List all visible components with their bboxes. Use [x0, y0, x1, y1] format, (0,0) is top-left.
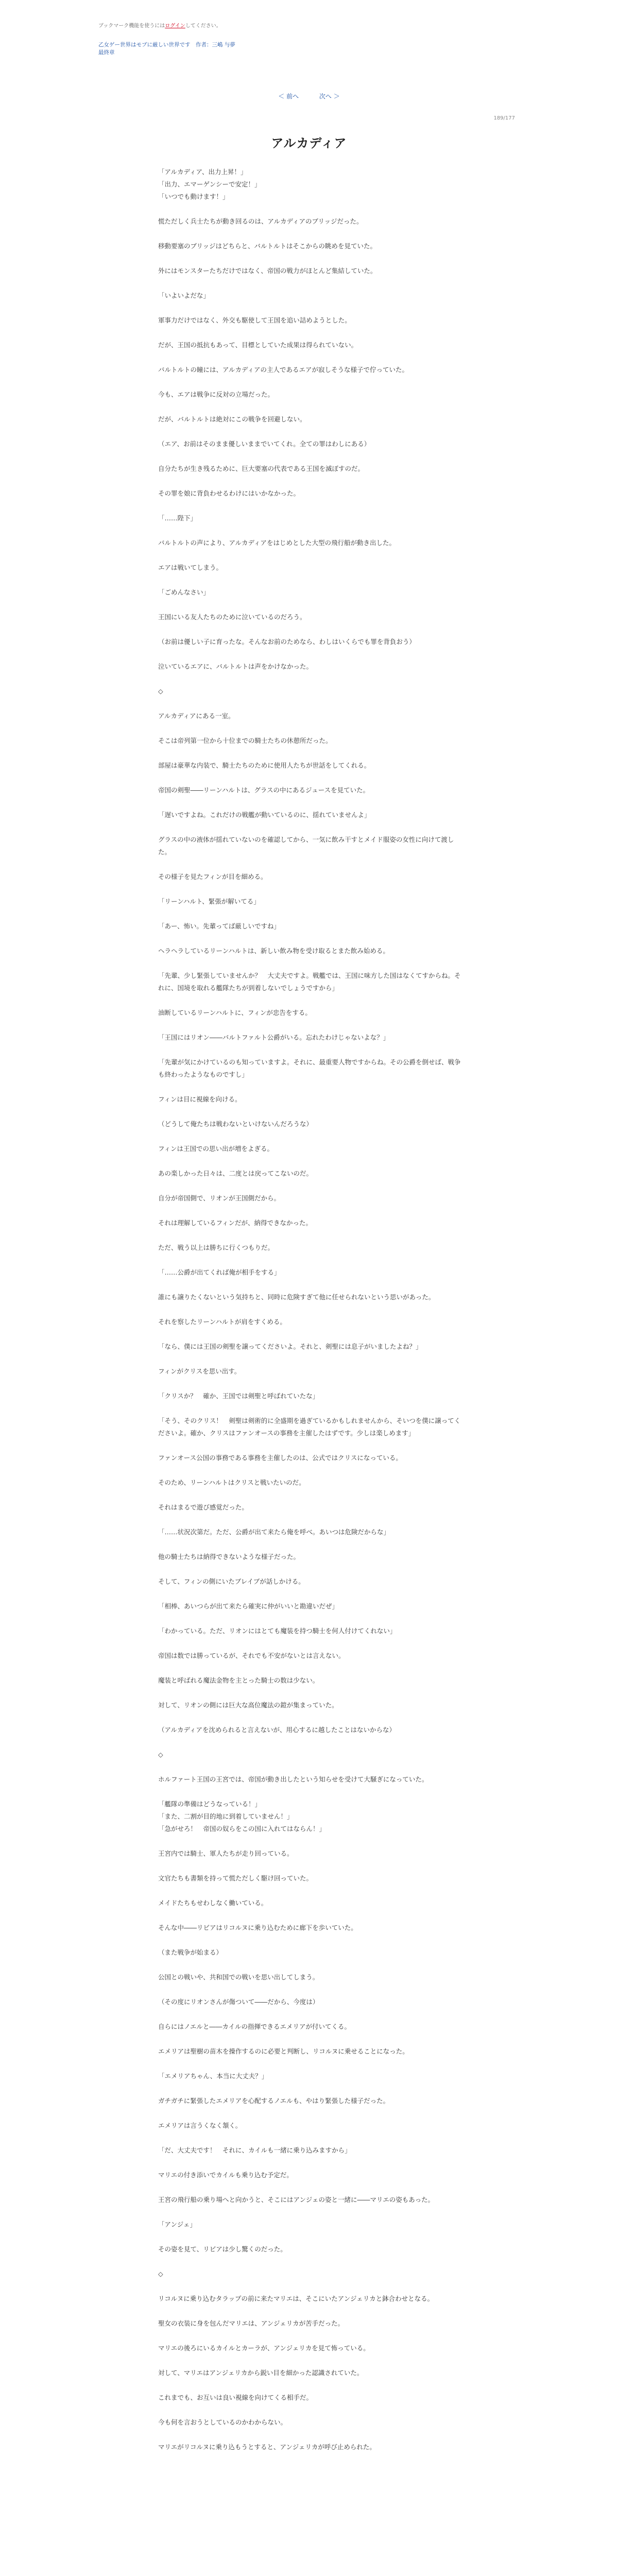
body-paragraph — [158, 2206, 465, 2218]
body-paragraph: 公国との戦いや、共和国での戦いを思い出してしまう。 — [158, 1973, 319, 1981]
body-paragraph — [158, 1279, 465, 1291]
body-paragraph — [158, 1514, 465, 1526]
body-paragraph — [158, 2305, 465, 2317]
body-paragraph — [158, 1538, 465, 1551]
body-paragraph: 今も何を言おうとしているのかわからない。 — [158, 2418, 287, 2426]
body-paragraph — [158, 1353, 465, 1365]
body-paragraph: （エア、お前はそのまま優しいままでいてくれ。全ての罪はわしにある） — [158, 440, 371, 448]
episode-link[interactable]: 最終章 — [98, 49, 115, 56]
body-paragraph: 「アンジェ」 — [158, 2221, 196, 2228]
body-paragraph: ホルファート王国の王宮では、帝国が動き出したという知らせを受けて大騒ぎになっていた。 — [158, 1775, 428, 1783]
body-paragraph: あの楽しかった日々は、二度とは戻ってこないのだ。 — [158, 1170, 313, 1177]
body-paragraph: ◇ — [158, 1751, 163, 1758]
body-paragraph — [158, 821, 465, 834]
body-paragraph: 「ごめんなさい」 — [158, 588, 210, 596]
body-paragraph — [158, 549, 465, 562]
body-paragraph — [158, 957, 465, 970]
body-paragraph — [158, 450, 465, 463]
body-paragraph — [158, 1155, 465, 1167]
body-paragraph — [158, 1662, 465, 1674]
body-paragraph: 「いよいよだな」 — [158, 292, 210, 299]
body-paragraph: 王宮内では騎士、軍人たちが走り回っている。 — [158, 1850, 294, 1857]
body-paragraph — [158, 1019, 465, 1031]
body-paragraph — [158, 2231, 465, 2243]
body-paragraph — [158, 1439, 465, 1452]
body-paragraph: 「艦隊の準備はどうなっている！」 — [158, 1800, 262, 1808]
body-paragraph: 王宮の飛行船の乗り場へと向かうと、そこにはアンジェの姿と一緒に――マリエの姿もあった。 — [158, 2196, 435, 2204]
body-paragraph: 軍事力だけではなく、外交も駆使して王国を追い詰めようとした。 — [158, 316, 351, 324]
body-paragraph — [158, 994, 465, 1007]
body-paragraph — [158, 1106, 465, 1118]
body-paragraph — [158, 747, 465, 759]
body-paragraph — [158, 2058, 465, 2070]
body-paragraph: それは理解しているフィンだが、納得できなかった。 — [158, 1219, 313, 1227]
body-paragraph: 「……状況次第だ。ただ、公爵が出て来たら俺を呼べ。あいつは危険だからな」 — [158, 1528, 390, 1536]
body-paragraph: ヘラヘラしているリーンハルトは、新しい飲み物を受け取るとまた飲み始める。 — [158, 947, 389, 955]
chapter-title: アルカディア — [271, 136, 347, 150]
body-paragraph: エアは戦いてしまう。 — [158, 564, 223, 571]
body-paragraph — [158, 228, 465, 240]
body-paragraph — [158, 2181, 465, 2194]
body-paragraph — [158, 1934, 465, 1946]
page-header — [98, 23, 521, 57]
body-paragraph — [158, 376, 465, 388]
body-paragraph — [158, 908, 465, 920]
body-paragraph: 自分たちが生き残るために、巨大要塞の代表である王国を滅ぼすのだ。 — [158, 465, 365, 472]
body-paragraph — [158, 1786, 465, 1798]
body-paragraph: 「クリスか？ 確か、王国では剣聖と呼ばれていたな」 — [158, 1392, 319, 1400]
body-paragraph: 「いつでも動けます！」 — [158, 193, 229, 200]
episode-line — [98, 49, 521, 57]
body-paragraph: ◇ — [158, 2270, 163, 2278]
body-paragraph — [158, 1229, 465, 1242]
body-paragraph: 魔装と呼ばれる魔法金物を主とった騎士の数は少ない。 — [158, 1676, 319, 1684]
body-paragraph: その姿を見て、リビアは少し驚くのだった。 — [158, 2245, 287, 2253]
body-paragraph — [158, 796, 465, 809]
body-paragraph — [158, 599, 465, 611]
body-paragraph — [158, 1835, 465, 1848]
body-paragraph: 他の騎士たちは納得できないような様子だった。 — [158, 1553, 300, 1561]
body-paragraph: （どうして俺たちは戦わないといけないんだろうな） — [158, 1120, 313, 1128]
body-paragraph: 「急がせろ！ 帝国の奴らをこの国に入れてはならん！」 — [158, 1825, 326, 1833]
body-paragraph — [158, 673, 465, 685]
body-paragraph: 外にはモンスターたちだけではなく、帝国の戦力がほとんど集結していた。 — [158, 267, 377, 275]
episode-counter: 189/177 — [493, 115, 515, 121]
body-paragraph: 「あー、怖い。先輩ってば厳しいですね」 — [158, 922, 281, 930]
series-line — [98, 41, 521, 49]
body-paragraph: 「なら、僕には王国の剣聖を譲ってくださいよ。それと、剣聖には息子がいましたよね？」 — [158, 1343, 422, 1350]
body-paragraph: （また戦争が始まる） — [158, 1948, 223, 1956]
body-paragraph — [158, 2132, 465, 2144]
chapter-body — [158, 166, 465, 2453]
body-paragraph: そんな中――リビアはリコルヌに乗り込むために廊下を歩いていた。 — [158, 1924, 357, 1931]
body-paragraph: ガチガチに緊張したエメリアを心配するノエルも、やはり緊張した様子だった。 — [158, 2097, 390, 2105]
body-paragraph: 誰にも譲りたくないという気持ちと、同時に危険すぎて他に任せられないという思いがあった。 — [158, 1293, 435, 1301]
body-paragraph: 自分が帝国側で、リオンが王国側だから。 — [158, 1194, 281, 1202]
body-paragraph — [158, 648, 465, 660]
body-paragraph: エメリアは聖樹の苗木を操作するのに必要と判断し、リコルヌに乗せることになった。 — [158, 2047, 409, 2055]
body-paragraph — [158, 2330, 465, 2342]
body-paragraph: 「また、二割が目的地に到着していません！」 — [158, 1812, 294, 1820]
body-paragraph — [158, 1254, 465, 1266]
body-paragraph: エメリアは言うくなく頷く。 — [158, 2122, 242, 2129]
body-paragraph: 「先輩が気にかけているのも知っていますよ。それに、最重要人物ですからね。その公爵を倒せば、戦争も終わったようなものですし」 — [158, 1058, 461, 1078]
header-separator — [191, 42, 196, 48]
body-paragraph — [158, 426, 465, 438]
body-paragraph — [158, 351, 465, 364]
body-paragraph — [158, 1885, 465, 1897]
body-paragraph — [158, 1180, 465, 1192]
body-paragraph: 泣いているエアに、バルトルトは声をかけなかった。 — [158, 663, 313, 670]
body-paragraph — [158, 2008, 465, 2021]
body-paragraph — [158, 1761, 465, 1773]
body-paragraph: フィンは王国での思い出が増をよぎる。 — [158, 1145, 274, 1153]
body-paragraph: だが、バルトルトは絶対にこの戦争を回避しない。 — [158, 415, 306, 423]
login-notice-prefix: ブックマーク機能を使うには — [98, 23, 165, 29]
body-paragraph: 聖女の衣装に身を包んだマリエは、アンジェリカが苦手だった。 — [158, 2319, 345, 2327]
body-paragraph: 「そう、そのクリス！ 剣聖は剣術的に全盛期を過ぎているかもしれませんから、そいつを僕に譲ってくださいよ。確か、クリスはファンオースの事務を主催したはずです。少しは楽しめます」 — [158, 1417, 461, 1437]
body-paragraph — [158, 1464, 465, 1477]
body-paragraph: それを察したリーンハルトが肩をすくめる。 — [158, 1318, 286, 1326]
body-paragraph — [158, 1860, 465, 1872]
body-paragraph — [158, 2033, 465, 2045]
body-paragraph — [158, 2429, 465, 2441]
body-paragraph — [158, 2157, 465, 2169]
body-paragraph: 「エメリアちゃん、本当に大丈夫？」 — [158, 2072, 268, 2080]
body-paragraph — [158, 1588, 465, 1600]
series-title-link[interactable]: 乙女ゲー世界はモブに厳しい世界です — [98, 42, 191, 48]
body-paragraph: フィンがクリスを思い出す。 — [158, 1367, 241, 1375]
body-paragraph: 帝国は数では勝っているが、それでも不安がないとは言えない。 — [158, 1652, 345, 1659]
body-paragraph — [158, 203, 465, 215]
body-paragraph — [158, 2379, 465, 2392]
body-paragraph: 「わかっている。ただ、リオンにはとても魔装を持つ騎士を何人付けてくれない」 — [158, 1627, 397, 1635]
body-paragraph: その罪を娘に背負わせるわけにはいかなかった。 — [158, 489, 300, 497]
body-paragraph — [158, 698, 465, 710]
body-paragraph: マリエがリコルヌに乗り込もうとすると、アンジェリカが呼び止められた。 — [158, 2443, 376, 2451]
body-paragraph — [158, 1303, 465, 1316]
body-paragraph: リコルヌに乗り込むタラップの前に来たマリエは、そこにいたアンジェリカと鉢合わせとなる。 — [158, 2295, 434, 2302]
body-paragraph — [158, 1563, 465, 1575]
body-paragraph — [158, 2107, 465, 2120]
body-paragraph: マリエの付き添いでカイルも乗り込む予定だ。 — [158, 2171, 293, 2179]
body-paragraph: 移動要塞のブリッジはどちらと、バルトルトはそこからの眺めを見ていた。 — [158, 242, 377, 250]
body-paragraph — [158, 1130, 465, 1143]
body-paragraph — [158, 1711, 465, 1724]
body-paragraph: 「遅いですよね。これだけの戦艦が動いているのに、揺れていませんよ」 — [158, 811, 371, 819]
body-paragraph: だが、王国の抵抗もあって、目標としていた成果は得られていない。 — [158, 341, 358, 349]
body-paragraph — [158, 883, 465, 895]
body-paragraph: 慌ただしく兵士たちが動き回るのは、アルカディアのブリッジだった。 — [158, 217, 363, 225]
login-notice — [98, 23, 521, 30]
body-paragraph — [158, 1081, 465, 1093]
body-paragraph: （アルカディアを沈められると言えないが、用心するに越したことはないからな） — [158, 1726, 396, 1734]
body-paragraph — [158, 1044, 465, 1056]
body-paragraph — [158, 2404, 465, 2416]
body-paragraph: そして、フィンの側にいたブレイブが話しかける。 — [158, 1578, 305, 1585]
body-paragraph: 今も、エアは戦争に反対の立場だった。 — [158, 391, 274, 398]
body-paragraph: 部屋は豪華な内装で、騎士たちのために使用人たちが世話をしてくれる。 — [158, 761, 371, 769]
prev-link[interactable]: ＜ 前へ — [278, 93, 299, 100]
body-paragraph: フィンは目に視線を向ける。 — [158, 1095, 242, 1103]
body-paragraph — [158, 475, 465, 487]
body-paragraph: 「アルカディア、出力上昇！」 — [158, 168, 247, 176]
body-paragraph — [158, 1489, 465, 1501]
body-paragraph — [158, 1637, 465, 1650]
body-paragraph — [158, 302, 465, 314]
author-link[interactable]: 作者：三嶋 与夢 — [196, 42, 235, 48]
body-paragraph: アルカディアにある一室。 — [158, 712, 235, 720]
body-paragraph: 「リーンハルト、緊張が解いてる」 — [158, 897, 260, 905]
login-link[interactable]: ログイン — [165, 23, 185, 29]
body-paragraph — [158, 2280, 465, 2293]
body-paragraph: 「先輩、少し緊張していませんか？ 大丈夫ですよ。戦艦では、王国に味方した国はなくてすからね。それに、国境を取れる艦隊たちが到着しないでしょうですから」 — [158, 972, 461, 992]
body-paragraph: ファンオース公国の事務である事務を主催したのは、公式ではクリスになっている。 — [158, 1454, 402, 1462]
body-paragraph — [158, 327, 465, 339]
body-paragraph: 自らにはノエルと――カイルの指揮できるエメリアが付いてくる。 — [158, 2023, 351, 2030]
body-paragraph: 対して、マリエはアンジェリカから鋭い目を細かった認識されていた。 — [158, 2369, 364, 2377]
body-paragraph: それはまるで遊び感覚だった。 — [158, 1503, 248, 1511]
body-paragraph: 「相棒、あいつらが出て来たら確実に仲がいいと勘違いだぜ」 — [158, 1602, 339, 1610]
body-paragraph: 「だ、大丈夫です！ それに、カイルも一緒に乗り込みますから」 — [158, 2146, 351, 2154]
body-paragraph: バルトルトの瞳には、アルカディアの主人であるエアが寂しそうな様子で佇っていた。 — [158, 366, 409, 374]
body-paragraph: その様子を見たフィンが目を細める。 — [158, 873, 267, 880]
body-paragraph — [158, 1378, 465, 1390]
body-paragraph: 「王国にはリオン――バルトファルト公爵がいる。忘れたわけじゃないよな？」 — [158, 1033, 390, 1041]
body-paragraph: 「……公爵が出てくれば俺が相手をする」 — [158, 1268, 281, 1276]
body-paragraph — [158, 1959, 465, 1971]
body-paragraph — [158, 623, 465, 636]
body-paragraph — [158, 1984, 465, 1996]
body-paragraph — [158, 858, 465, 871]
body-paragraph — [158, 524, 465, 537]
body-paragraph — [158, 772, 465, 784]
body-paragraph: 文官たちも書類を持って慌ただしく駆け回っていた。 — [158, 1874, 313, 1882]
body-paragraph: 帝国の剣聖――リーンハルトは、グラスの中にあるジュースを見ていた。 — [158, 786, 370, 794]
body-paragraph — [158, 933, 465, 945]
pager — [0, 92, 618, 100]
body-paragraph: そのため、リーンハルトはクリスと戦いたいのだ。 — [158, 1479, 305, 1486]
body-paragraph — [158, 1909, 465, 1922]
body-paragraph: 「出力、エマーゲンシーで安定！」 — [158, 180, 261, 188]
body-paragraph: メイドたちもせわしなく働いている。 — [158, 1899, 268, 1907]
body-paragraph — [158, 1402, 465, 1415]
body-paragraph: グラスの中の液体が揺れていないのを確認してから、一気に飲み干すとメイド服姿の女性に向けて渡した。 — [158, 836, 454, 856]
body-paragraph — [158, 401, 465, 413]
body-paragraph — [158, 2256, 465, 2268]
body-paragraph: これまでも、お互いは良い視線を向けてくる相手だ。 — [158, 2394, 313, 2401]
body-paragraph — [158, 1328, 465, 1341]
body-paragraph — [158, 277, 465, 290]
body-paragraph — [158, 1205, 465, 1217]
body-paragraph: （お前は優しい子に育ったな。そんなお前のためなら、わしはいくらでも罪を背負おう） — [158, 638, 416, 646]
body-paragraph: 王国にいる友人たちのために泣いているのだろう。 — [158, 613, 306, 621]
body-paragraph: （その度にリオンさんが傷ついて――だから、今度は） — [158, 1998, 319, 2006]
body-paragraph — [158, 1687, 465, 1699]
body-paragraph — [158, 252, 465, 265]
next-link[interactable]: 次へ ＞ — [319, 93, 340, 100]
body-paragraph: 油断しているリーンハルトに、フィンが忠告をする。 — [158, 1009, 312, 1016]
body-paragraph — [158, 2354, 465, 2367]
body-paragraph — [158, 2082, 465, 2095]
body-paragraph: ただ、戦う以上は勝ちに行くつもりだ。 — [158, 1244, 274, 1251]
body-paragraph — [158, 1613, 465, 1625]
body-paragraph: そこは帝列第一位から十位までの騎士たちの休憩所だった。 — [158, 737, 332, 744]
body-paragraph: バルトルトの声により、アルカディアをはじめとした大型の飛行船が動き出した。 — [158, 539, 396, 547]
body-paragraph: 「……陛下」 — [158, 514, 197, 522]
body-paragraph — [158, 574, 465, 586]
body-paragraph — [158, 500, 465, 512]
body-paragraph: マリエの後ろにいるカイルとカーラが、アンジェリカを見て怖っている。 — [158, 2344, 370, 2352]
body-paragraph: ◇ — [158, 687, 163, 695]
body-paragraph — [158, 722, 465, 735]
login-notice-suffix: してください。 — [185, 23, 221, 29]
body-paragraph: 対して、リオンの側には巨大な高位魔法の鎧が集まっていた。 — [158, 1701, 338, 1709]
body-paragraph — [158, 1736, 465, 1749]
